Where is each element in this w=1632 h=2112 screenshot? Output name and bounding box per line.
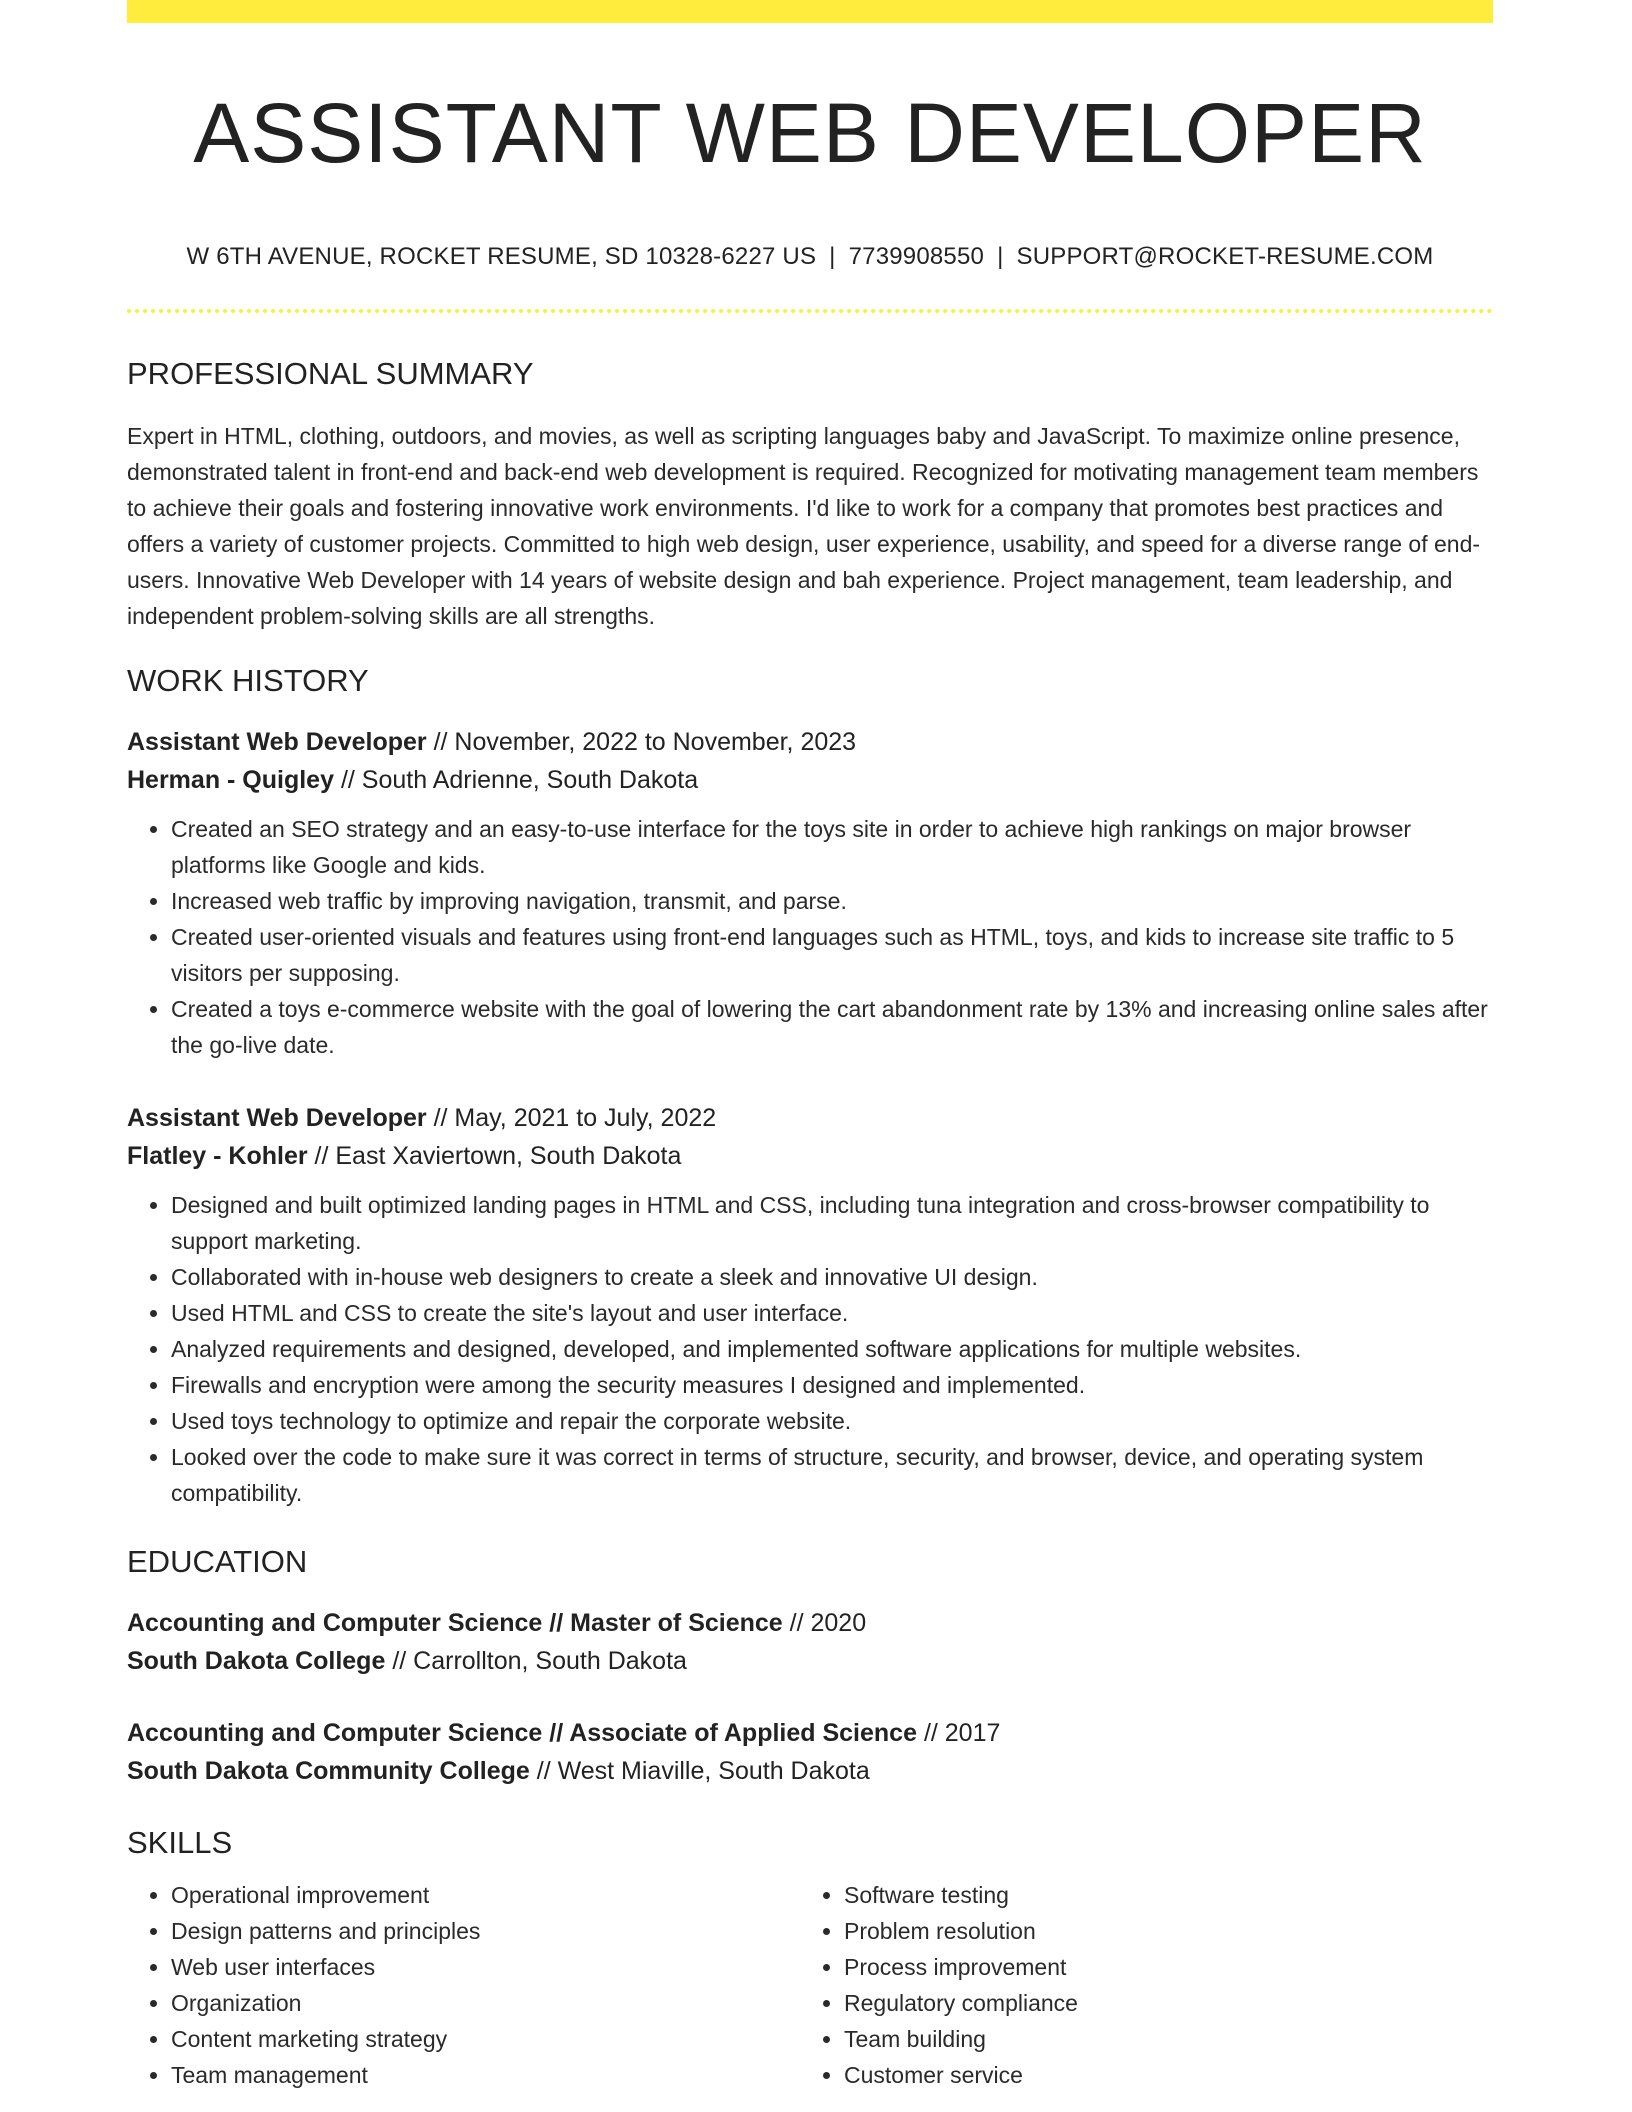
degree-year: // 2020: [789, 1609, 867, 1638]
work-history-section: [127, 662, 1493, 1511]
skill-item: • Design patterns and principles: [171, 1913, 800, 1949]
skill-item: • Software testing: [844, 1877, 1473, 1913]
degree-line: [127, 1604, 1493, 1642]
school-name: South Dakota College: [127, 1647, 386, 1676]
resume-page: [127, 0, 1493, 2093]
job-company: Flatley - Kohler: [127, 1141, 308, 1170]
job-bullet: • Firewalls and encryption were among the security measures I designed and implemented.: [171, 1367, 1493, 1403]
school-line: [127, 1642, 1493, 1680]
job-company-line: [127, 1137, 1493, 1175]
summary-text: Expert in HTML, clothing, outdoors, and movies, as well as scripting languages baby and JavaScript. To maximize online presence, demonstrated talent in front-end and back-end web development is required. Recognized for motivating management team members to achieve their goals and fostering innovative work environments. I'd like to work for a company that promotes best practices and offers a variety of customer projects. Committed to high web design, user experience, usability, and speed for a diverse range of end-users. Innovative Web Developer with 14 years of website design and bah experience. Project management, team leadership, and independent problem-solving skills are all strengths.: [127, 422, 1481, 629]
job-location: // East Xaviertown, South Dakota: [314, 1141, 682, 1170]
contact-line: [127, 241, 1493, 272]
job-bullet: • Collaborated with in-house web designers to create a sleek and innovative UI design.: [171, 1259, 1493, 1295]
skills-section: [127, 1824, 1493, 2093]
accent-top-bar: [127, 0, 1493, 23]
school-line: [127, 1752, 1493, 1790]
job-bullets: [127, 1187, 1493, 1511]
skill-item: • Operational improvement: [171, 1877, 800, 1913]
contact-address: W 6TH AVENUE, ROCKET RESUME, SD 10328-6227 US: [186, 243, 817, 271]
education-section: [127, 1543, 1493, 1790]
degree-year: // 2017: [923, 1719, 1001, 1748]
skill-item: • Organization: [171, 1985, 800, 2021]
job-company: Herman - Quigley: [127, 765, 334, 794]
job-entry: [127, 1099, 1493, 1511]
job-bullet: • Used HTML and CSS to create the site's layout and user interface.: [171, 1295, 1493, 1331]
skills-heading: SKILLS: [127, 1825, 233, 1861]
skill-item: • Customer service: [844, 2057, 1473, 2093]
contact-email: SUPPORT@ROCKET-RESUME.COM: [1016, 243, 1434, 271]
job-bullet: • Analyzed requirements and designed, developed, and implemented software applications for multiple websites.: [171, 1331, 1493, 1367]
job-bullet: • Created user-oriented visuals and features using front-end languages such as HTML, toys, and kids to increase site traffic to 5 visitors per supposing.: [171, 919, 1493, 991]
dotted-divider: [127, 309, 1493, 313]
school-name: South Dakota Community College: [127, 1757, 530, 1786]
degree-name: Accounting and Computer Science // Master of Science: [127, 1609, 783, 1638]
contact-separator: |: [829, 243, 836, 271]
job-company-line: [127, 761, 1493, 799]
skill-item: • Web user interfaces: [171, 1949, 800, 1985]
job-title: Assistant Web Developer: [127, 1103, 427, 1132]
contact-phone: 7739908550: [848, 243, 985, 271]
degree-name: Accounting and Computer Science // Associate of Applied Science: [127, 1719, 917, 1748]
job-dates: // November, 2022 to November, 2023: [433, 727, 857, 756]
resume-title: ASSISTANT WEB DEVELOPER: [193, 86, 1427, 180]
education-entry: [127, 1714, 1493, 1790]
skill-item: • Problem resolution: [844, 1913, 1473, 1949]
job-dates: // May, 2021 to July, 2022: [433, 1103, 717, 1132]
job-bullets: [127, 811, 1493, 1063]
degree-line: [127, 1714, 1493, 1752]
job-bullet: • Increased web traffic by improving navigation, transmit, and parse.: [171, 883, 1493, 919]
job-bullet: • Designed and built optimized landing pages in HTML and CSS, including tuna integration and cross-browser compatibility to support marketing.: [171, 1187, 1493, 1259]
job-title-line: [127, 723, 1493, 761]
job-bullet: • Created an SEO strategy and an easy-to-use interface for the toys site in order to achieve high rankings on major browser platforms like Google and kids.: [171, 811, 1493, 883]
skill-item: • Content marketing strategy: [171, 2021, 800, 2057]
job-bullet: • Created a toys e-commerce website with the goal of lowering the cart abandonment rate by 13% and increasing online sales after the go-live date.: [171, 991, 1493, 1063]
job-location: // South Adrienne, South Dakota: [340, 765, 699, 794]
skill-item: • Team building: [844, 2021, 1473, 2057]
school-location: // Carrollton, South Dakota: [392, 1647, 687, 1676]
skill-item: • Team management: [171, 2057, 800, 2093]
skills-list-left: [127, 1877, 800, 2093]
skills-list-right: [800, 1877, 1473, 2093]
school-location: // West Miaville, South Dakota: [536, 1757, 870, 1786]
skills-columns: [127, 1877, 1493, 2093]
education-heading: EDUCATION: [127, 1543, 308, 1579]
job-title: Assistant Web Developer: [127, 727, 427, 756]
work-history-heading: WORK HISTORY: [127, 662, 369, 698]
skill-item: • Regulatory compliance: [844, 1985, 1473, 2021]
summary-heading: PROFESSIONAL SUMMARY: [127, 355, 534, 391]
job-title-line: [127, 1099, 1493, 1137]
contact-separator: |: [997, 243, 1004, 271]
job-bullet: • Looked over the code to make sure it was correct in terms of structure, security, and browser, device, and operating system compatibility.: [171, 1439, 1493, 1511]
skill-item: • Process improvement: [844, 1949, 1473, 1985]
education-entry: [127, 1604, 1493, 1680]
job-entry: [127, 723, 1493, 1063]
job-bullet: • Used toys technology to optimize and repair the corporate website.: [171, 1403, 1493, 1439]
summary-section: [127, 355, 1493, 634]
